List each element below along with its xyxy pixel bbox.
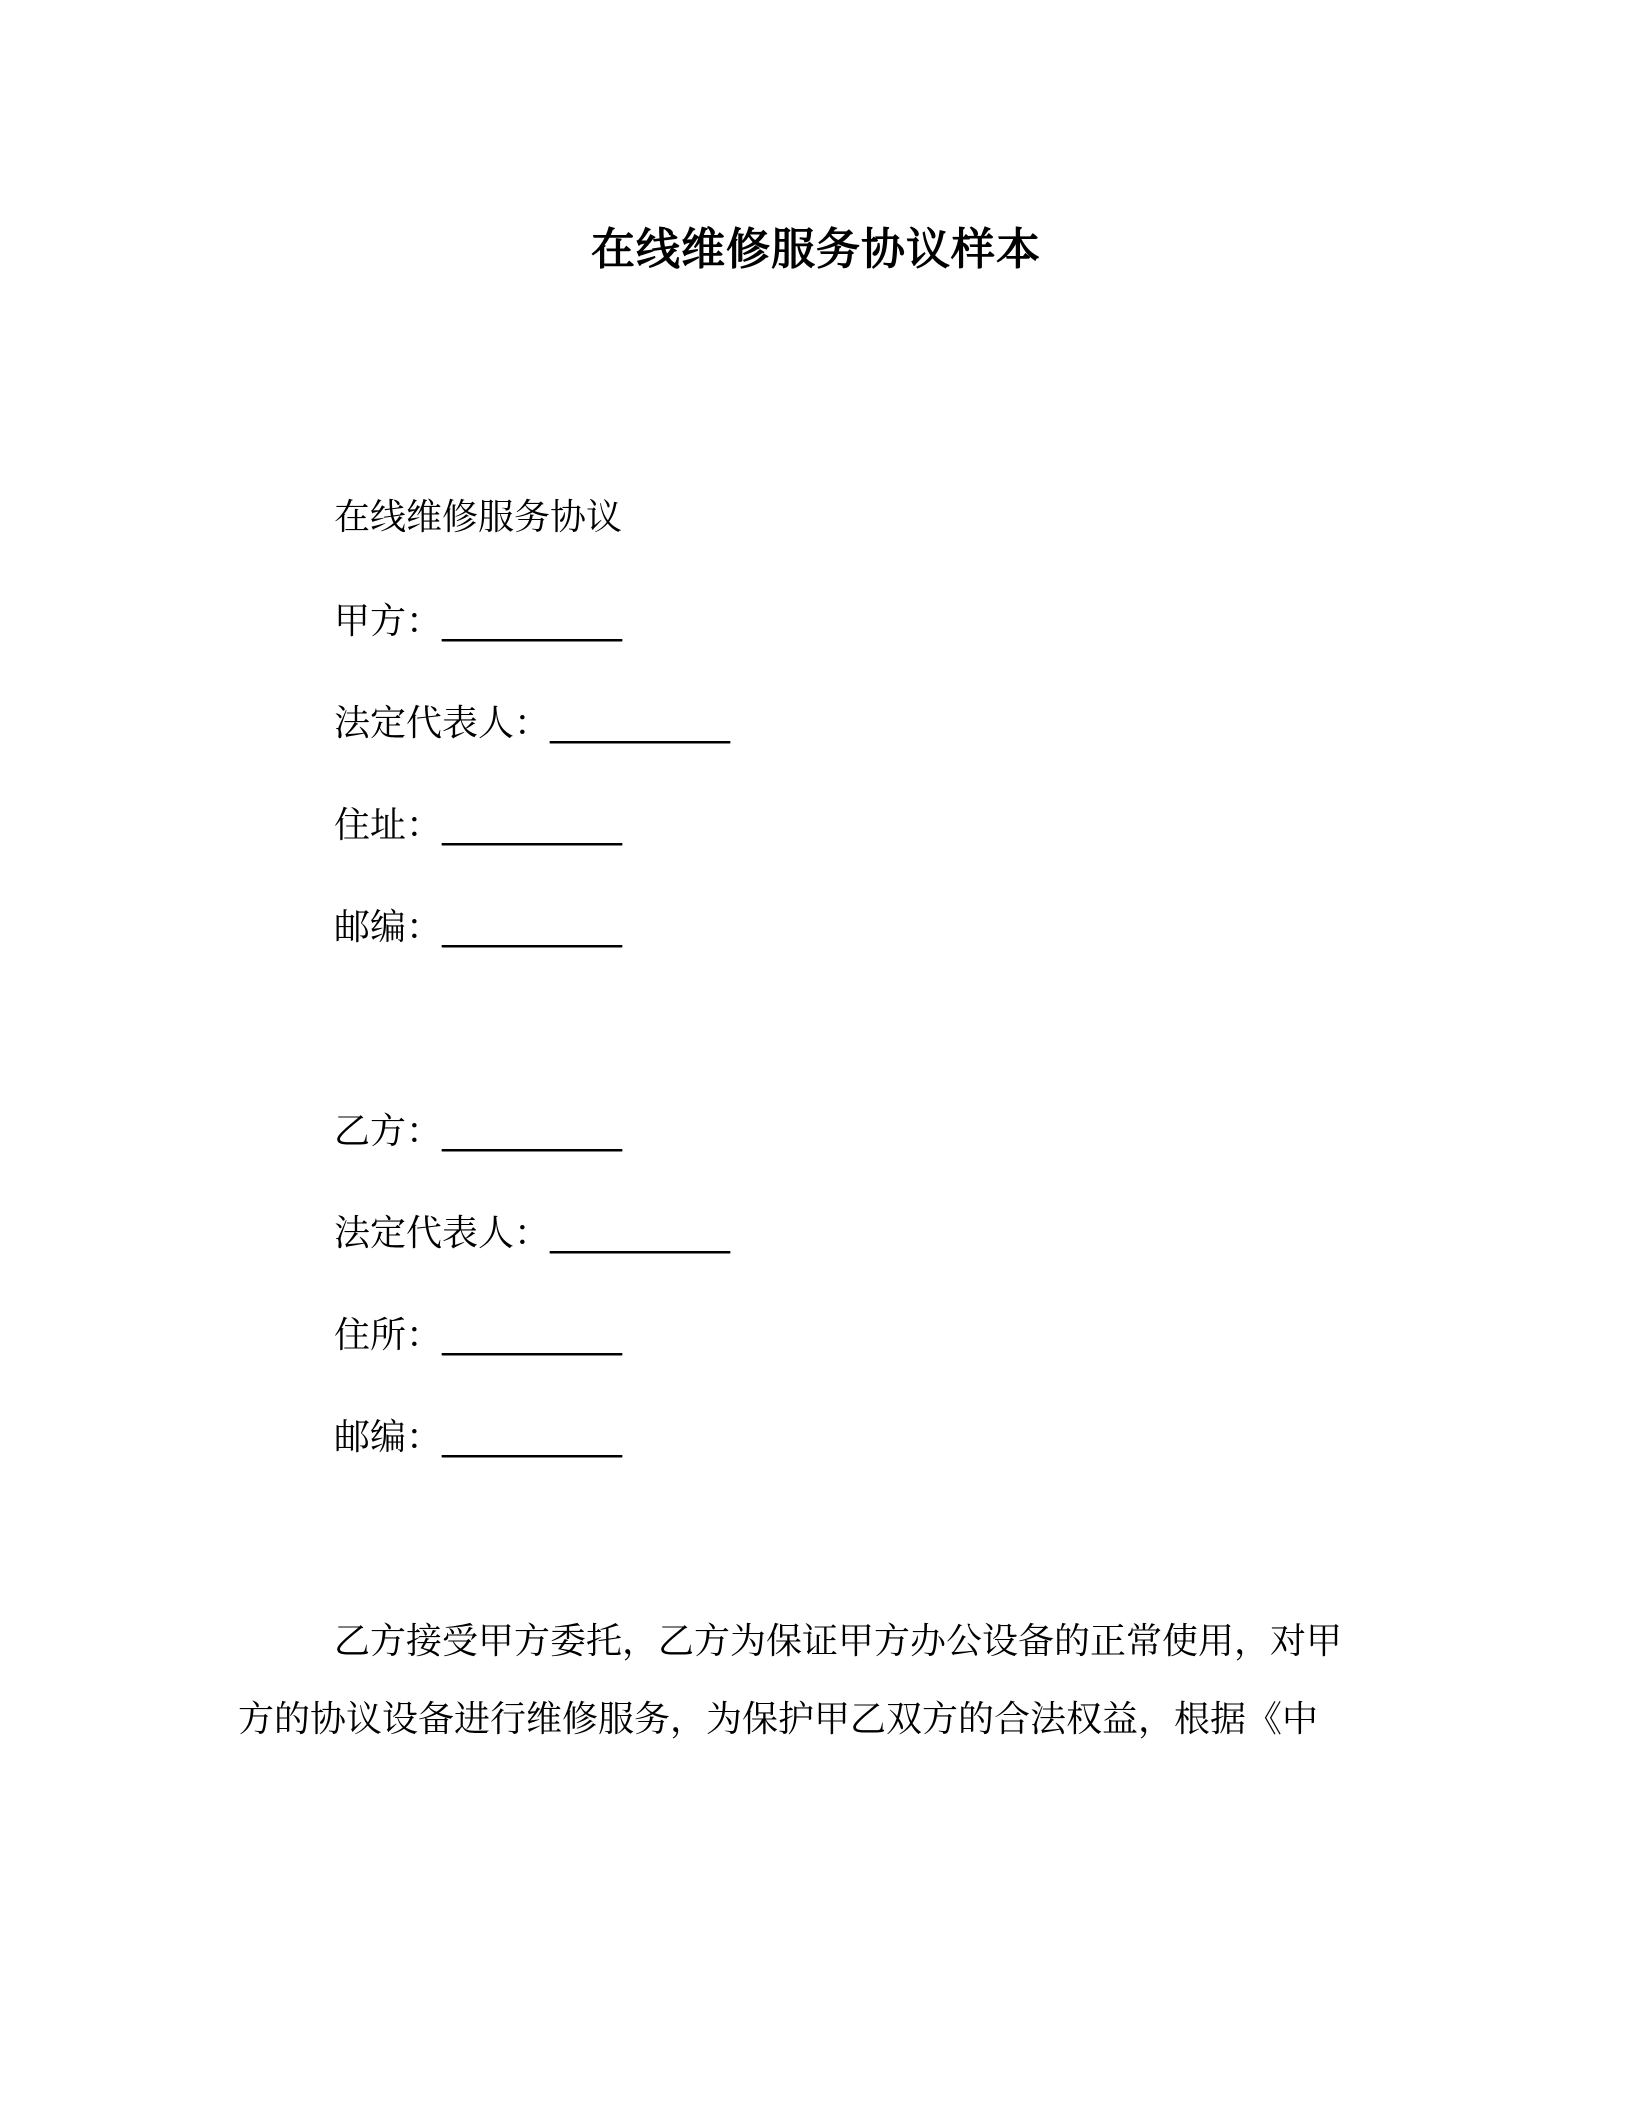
party-b-postcode-field: 邮编：__________ — [334, 1417, 623, 1458]
body-paragraph-line-1 — [238, 1618, 1398, 1666]
party-b-name-field: 乙方：__________ — [334, 1111, 623, 1152]
agreement-subtitle: 在线维修服务协议 — [334, 497, 623, 538]
document-title: 在线维修服务协议样本 — [591, 224, 1041, 275]
party-a-representative-field: 法定代表人：__________ — [334, 703, 731, 744]
party-a-name-field: 甲方：__________ — [334, 601, 623, 642]
party-b-address-field: 住所：__________ — [334, 1315, 623, 1356]
body-text-line-2: 方的协议设备进行维修服务，为保护甲乙双方的合法权益，根据《中 — [238, 1699, 1319, 1740]
body-text-line-1: 乙方接受甲方委托，乙方为保证甲方办公设备的正常使用，对甲 — [334, 1621, 1343, 1662]
party-a-address-field: 住址：__________ — [334, 805, 623, 846]
body-paragraph-line-2 — [238, 1696, 1398, 1744]
party-b-representative-field: 法定代表人：__________ — [334, 1213, 731, 1254]
party-a-postcode-field: 邮编：__________ — [334, 907, 623, 948]
